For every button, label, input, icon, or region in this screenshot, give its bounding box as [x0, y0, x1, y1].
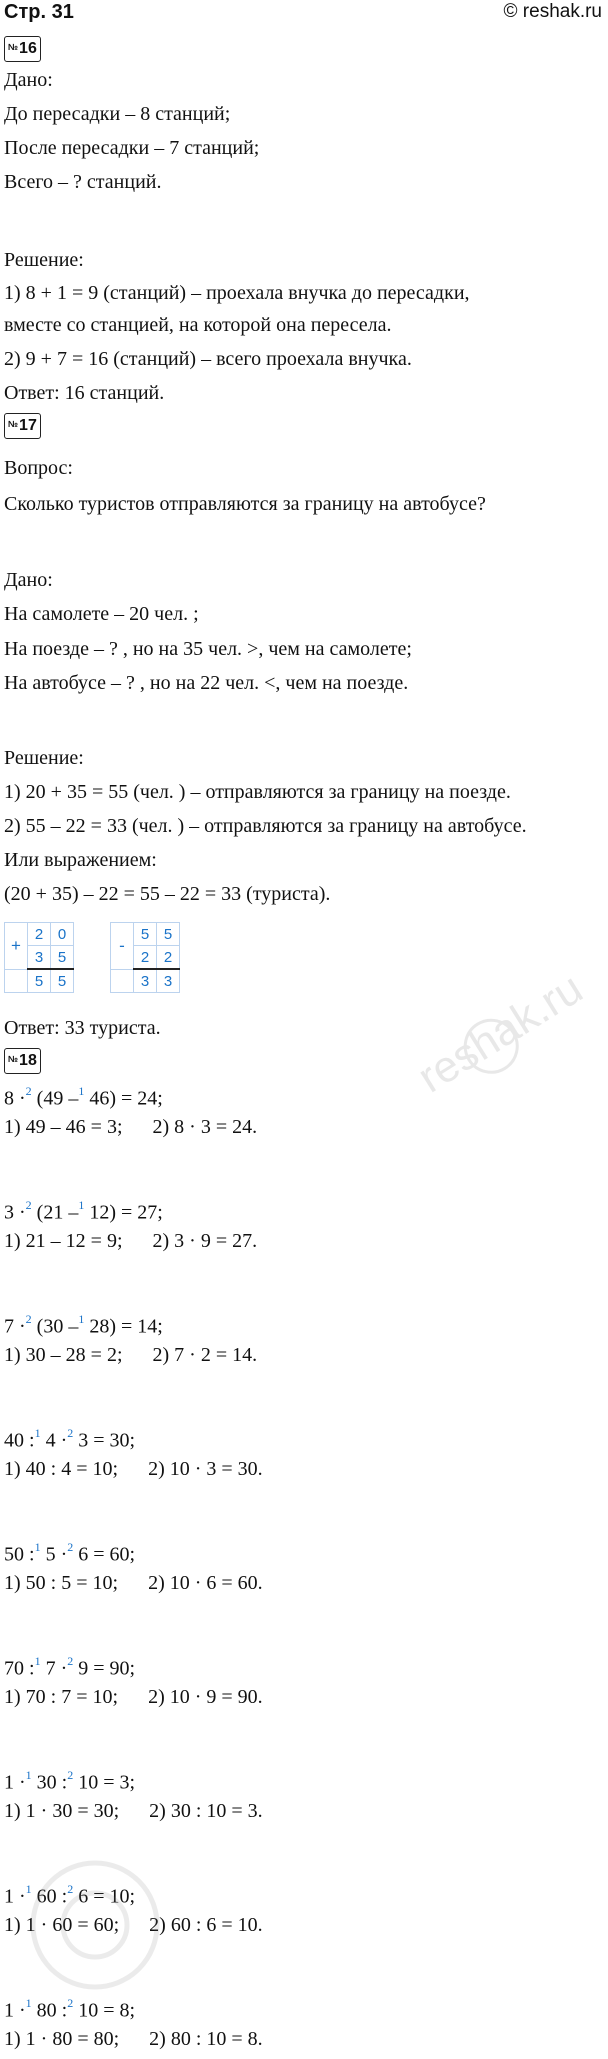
- task17-question-label: Вопрос:: [4, 457, 73, 479]
- operation-order-number: 2: [67, 1426, 74, 1440]
- operation-order-number: 1: [78, 1198, 85, 1212]
- expression-part: 80 :: [31, 1999, 68, 2022]
- task18-expression: [4, 1879, 135, 1909]
- digit: 5: [51, 946, 74, 970]
- task17-given-2: На поезде – ? , но на 35 чел. >, чем на самолете;: [4, 638, 412, 660]
- operation-order-number: 2: [67, 1996, 74, 2010]
- task17-answer: Ответ: 33 туриста.: [4, 1017, 161, 1039]
- task18-steps: [4, 1799, 263, 1823]
- digit: 5: [28, 969, 51, 993]
- step-2: 2) 10 · 9 = 90.: [148, 1686, 263, 1708]
- digit: 3: [28, 946, 51, 970]
- digit: 5: [134, 923, 157, 946]
- expression-part: 7 ·: [4, 1315, 26, 1338]
- task18-expression: [4, 1993, 135, 2023]
- expression-part: 1 ·: [4, 1999, 26, 2022]
- expression-part: 30 :: [31, 1771, 68, 1794]
- task16-dano-label: Дано:: [4, 69, 53, 91]
- step-2: 2) 30 : 10 = 3.: [149, 1800, 263, 1822]
- operation-order-number: 2: [67, 1882, 74, 1896]
- digit: 2: [134, 946, 157, 970]
- expression-part: 70 :: [4, 1657, 35, 1680]
- task16-given-3: Всего – ? станций.: [4, 171, 162, 193]
- plus-sign: +: [5, 923, 28, 970]
- expression-part: 46) = 24;: [84, 1087, 163, 1110]
- operation-order-number: 1: [25, 1996, 32, 2010]
- expression-part: 50 :: [4, 1543, 35, 1566]
- step-1: 1) 49 – 46 = 3;: [4, 1116, 123, 1138]
- step-1: 1) 50 : 5 = 10;: [4, 1572, 119, 1594]
- expression-part: 4 ·: [40, 1429, 68, 1452]
- task18-expression: [4, 1537, 135, 1567]
- step-1: 1) 40 : 4 = 10;: [4, 1458, 119, 1480]
- task16-answer: Ответ: 16 станций.: [4, 382, 165, 404]
- task16-given-2: После пересадки – 7 станций;: [4, 137, 260, 159]
- digit: 3: [157, 969, 180, 993]
- expression-part: 3 = 30;: [73, 1429, 136, 1452]
- expression-part: 7 ·: [40, 1657, 68, 1680]
- task18-steps: [4, 1457, 263, 1481]
- empty-cell: [5, 969, 28, 993]
- task16-step-1a: 1) 8 + 1 = 9 (станций) – проехала внучка до пересадки,: [4, 282, 470, 304]
- operation-order-number: 2: [67, 1768, 74, 1782]
- expression-part: 1 ·: [4, 1771, 26, 1794]
- step-2: 2) 8 · 3 = 24.: [152, 1116, 258, 1138]
- task18-steps: [4, 1913, 263, 1937]
- operation-order-number: 1: [78, 1312, 85, 1326]
- expression-part: 40 :: [4, 1429, 35, 1452]
- step-1: 1) 70 : 7 = 10;: [4, 1686, 119, 1708]
- task17-expression: (20 + 35) – 22 = 55 – 22 = 33 (туриста).: [4, 883, 331, 905]
- operation-order-number: 2: [67, 1654, 74, 1668]
- digit: 2: [28, 923, 51, 946]
- step-2: 2) 10 · 3 = 30.: [148, 1458, 263, 1480]
- digit: 3: [134, 969, 157, 993]
- step-1: 1) 21 – 12 = 9;: [4, 1230, 123, 1252]
- task18-steps: [4, 1571, 263, 1595]
- task18-steps: [4, 1115, 257, 1139]
- digit: 0: [51, 923, 74, 946]
- page-header: [0, 0, 608, 26]
- expression-part: 3 ·: [4, 1201, 26, 1224]
- expression-part: 8 ·: [4, 1087, 26, 1110]
- digit: 2: [157, 946, 180, 970]
- step-1: 1) 30 – 28 = 2;: [4, 1344, 123, 1366]
- operation-order-number: 1: [34, 1654, 41, 1668]
- task17-question: Сколько туристов отправляются за границу на автобусе?: [4, 493, 486, 515]
- expression-part: 5 ·: [40, 1543, 68, 1566]
- task18-expression: [4, 1195, 163, 1225]
- digit: 5: [157, 923, 180, 946]
- site-copyright: © reshak.ru: [503, 1, 602, 22]
- task-18-badge: № 18: [4, 1048, 41, 1074]
- step-2: 2) 7 · 2 = 14.: [152, 1344, 258, 1366]
- operation-order-number: 2: [67, 1540, 74, 1554]
- operation-order-number: 2: [25, 1084, 32, 1098]
- operation-order-number: 1: [25, 1882, 32, 1896]
- task17-expr-label: Или выражением:: [4, 849, 157, 871]
- operation-order-number: 1: [78, 1084, 85, 1098]
- step-2: 2) 60 : 6 = 10.: [149, 1914, 263, 1936]
- minus-sign: -: [111, 923, 134, 970]
- task17-step-2: 2) 55 – 22 = 33 (чел. ) – отправляются за границу на автобусе.: [4, 815, 527, 837]
- step-2: 2) 10 · 6 = 60.: [148, 1572, 263, 1594]
- task17-dano-label: Дано:: [4, 569, 53, 591]
- task18-steps: [4, 2027, 263, 2051]
- step-2: 2) 3 · 9 = 27.: [152, 1230, 258, 1252]
- expression-part: 12) = 27;: [84, 1201, 163, 1224]
- task18-steps: [4, 1343, 257, 1367]
- step-1: 1) 1 · 60 = 60;: [4, 1914, 120, 1936]
- expression-part: 10 = 8;: [73, 1999, 136, 2022]
- operation-order-number: 1: [34, 1540, 41, 1554]
- empty-cell: [111, 969, 134, 993]
- task-16-badge: № 16: [4, 36, 41, 62]
- task16-given-1: До пересадки – 8 станций;: [4, 103, 231, 125]
- task16-step-2: 2) 9 + 7 = 16 (станций) – всего проехала внучка.: [4, 348, 412, 370]
- task18-steps: [4, 1229, 257, 1253]
- task18-expression: [4, 1423, 135, 1453]
- task17-given-3: На автобусе – ? , но на 22 чел. <, чем на поезде.: [4, 672, 409, 694]
- expression-part: 6 = 10;: [73, 1885, 136, 1908]
- svg-text:reshak.ru: reshak.ru: [409, 963, 592, 1103]
- expression-part: 28) = 14;: [84, 1315, 163, 1338]
- operation-order-number: 2: [25, 1198, 32, 1212]
- expression-part: 60 :: [31, 1885, 68, 1908]
- step-1: 1) 1 · 30 = 30;: [4, 1800, 120, 1822]
- task18-expression: [4, 1651, 135, 1681]
- task17-step-1: 1) 20 + 35 = 55 (чел. ) – отправляются за границу на поезде.: [4, 781, 511, 803]
- expression-part: (49 –: [31, 1087, 79, 1110]
- task16-step-1b: вместе со станцией, на которой она пересела.: [4, 314, 392, 336]
- column-subtraction: [110, 922, 180, 993]
- digit: 5: [51, 969, 74, 993]
- expression-part: (21 –: [31, 1201, 79, 1224]
- expression-part: (30 –: [31, 1315, 79, 1338]
- step-2: 2) 80 : 10 = 8.: [149, 2028, 263, 2050]
- task18-expression: [4, 1309, 163, 1339]
- task17-given-1: На самолете – 20 чел. ;: [4, 603, 199, 625]
- task17-solution-label: Решение:: [4, 747, 84, 769]
- watermark: [395, 960, 608, 1120]
- task18-expression: [4, 1765, 135, 1795]
- task-17-badge: № 17: [4, 413, 41, 439]
- task16-solution-label: Решение:: [4, 249, 84, 271]
- expression-part: 1 ·: [4, 1885, 26, 1908]
- expression-part: 9 = 90;: [73, 1657, 136, 1680]
- operation-order-number: 2: [25, 1312, 32, 1326]
- step-1: 1) 1 · 80 = 80;: [4, 2028, 120, 2050]
- expression-part: 6 = 60;: [73, 1543, 136, 1566]
- task18-expression: [4, 1081, 163, 1111]
- page-number: Стр. 31: [4, 1, 74, 23]
- column-addition: [4, 922, 74, 993]
- expression-part: 10 = 3;: [73, 1771, 136, 1794]
- task18-steps: [4, 1685, 263, 1709]
- operation-order-number: 1: [25, 1768, 32, 1782]
- operation-order-number: 1: [34, 1426, 41, 1440]
